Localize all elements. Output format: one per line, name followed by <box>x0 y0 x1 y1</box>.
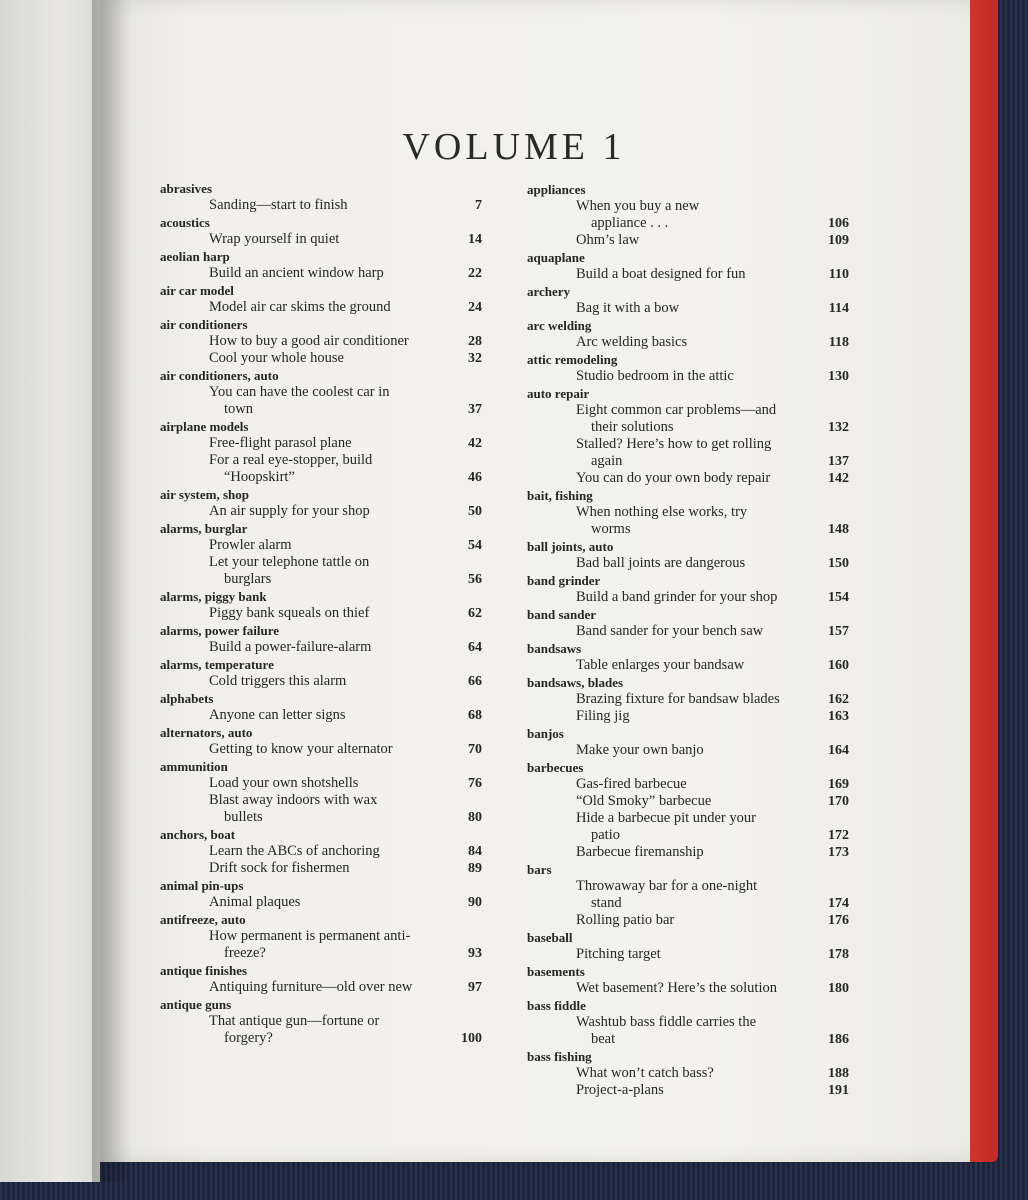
index-column-left <box>160 180 490 1047</box>
article-title-line: Gas-fired barbecue <box>576 776 687 792</box>
page-number: 154 <box>828 590 849 605</box>
article-title-line: freeze? <box>224 945 266 961</box>
index-entry <box>527 861 857 929</box>
article-title-line: When you buy a new <box>576 198 700 214</box>
article-title-line: Build a band grinder for your shop <box>576 589 778 605</box>
index-article <box>160 979 490 996</box>
index-article <box>527 691 857 708</box>
page-number: 178 <box>828 947 849 962</box>
article-title-line: appliance . . . <box>591 215 669 231</box>
index-article <box>160 350 490 367</box>
page-number: 118 <box>828 335 849 350</box>
index-entry <box>160 520 490 588</box>
article-title-line: Sanding—start to finish <box>209 197 348 213</box>
index-article <box>160 231 490 248</box>
index-entry <box>160 656 490 690</box>
index-topic: band grinder <box>527 573 601 588</box>
index-article <box>160 554 490 588</box>
article-title-line: Studio bedroom in the attic <box>576 368 734 384</box>
index-article <box>527 436 857 470</box>
index-topic: anchors, boat <box>160 827 236 842</box>
page-number: 109 <box>828 233 849 248</box>
index-article <box>527 793 857 810</box>
index-entry <box>160 486 490 520</box>
article-title-line: Animal plaques <box>209 894 301 910</box>
article-title-line: Washtub bass fiddle carries the <box>576 1014 757 1030</box>
page-number: 14 <box>468 232 482 247</box>
article-title-line: Build a boat designed for fun <box>576 266 746 282</box>
index-article <box>527 1082 857 1099</box>
article-title-line: bullets <box>224 809 263 825</box>
index-entry <box>160 877 490 911</box>
index-article <box>527 368 857 385</box>
index-article <box>160 435 490 452</box>
page-number: 22 <box>468 266 482 281</box>
page-number: 169 <box>828 777 849 792</box>
article-title-line: Throwaway bar for a one-night <box>576 878 758 894</box>
index-topic: auto repair <box>527 386 590 401</box>
article-title-line: Project-a-plans <box>576 1082 664 1098</box>
index-article <box>527 266 857 283</box>
article-title-line: Blast away indoors with wax <box>209 792 378 808</box>
index-topic: alphabets <box>160 691 214 706</box>
article-title-line: Ohm’s law <box>576 232 640 248</box>
page-number: 70 <box>468 742 482 757</box>
article-title-line: Barbecue firemanship <box>576 844 704 860</box>
index-article <box>527 334 857 351</box>
index-entry <box>160 911 490 962</box>
index-entry <box>527 725 857 759</box>
page-number: 174 <box>828 896 849 911</box>
page-number: 186 <box>828 1032 849 1047</box>
article-title-line: Model air car skims the ground <box>209 299 391 315</box>
index-topic: alarms, piggy bank <box>160 589 267 604</box>
index-article <box>160 775 490 792</box>
page-number: 188 <box>828 1066 849 1081</box>
page-number: 157 <box>828 624 849 639</box>
article-title-line: their solutions <box>591 419 674 435</box>
page-number: 37 <box>468 402 482 417</box>
index-article <box>160 894 490 911</box>
article-title-line: That antique gun—fortune or <box>209 1013 380 1029</box>
article-title-line: You can have the coolest car in <box>209 384 390 400</box>
page-number: 162 <box>828 692 849 707</box>
index-entry <box>160 282 490 316</box>
index-topic: basements <box>527 964 585 979</box>
index-entry <box>527 929 857 963</box>
index-topic: acoustics <box>160 215 210 230</box>
index-article <box>160 299 490 316</box>
index-article <box>527 912 857 929</box>
article-title-line: Load your own shotshells <box>209 775 359 791</box>
article-title-line: burglars <box>224 571 272 587</box>
index-entry <box>527 317 857 351</box>
index-article <box>527 980 857 997</box>
page-number: 66 <box>468 674 482 689</box>
index-article <box>160 707 490 724</box>
index-entry <box>160 690 490 724</box>
index-topic: bandsaws <box>527 641 582 656</box>
article-title-line: Pitching target <box>576 946 661 962</box>
index-article <box>160 265 490 282</box>
article-title-line: Arc welding basics <box>576 334 688 350</box>
page-number: 76 <box>468 776 482 791</box>
article-title-line: Hide a barbecue pit under your <box>576 810 756 826</box>
article-title-line: beat <box>591 1031 616 1047</box>
article-title-line: town <box>224 401 253 417</box>
index-topic: aquaplane <box>527 250 585 265</box>
page-number: 54 <box>468 538 482 553</box>
index-article <box>160 333 490 350</box>
page-number: 93 <box>468 946 482 961</box>
index-topic: airplane models <box>160 419 249 434</box>
index-column-right <box>527 181 857 1099</box>
article-title-line: Wet basement? Here’s the solution <box>576 980 777 996</box>
index-topic: antique guns <box>160 997 232 1012</box>
article-title-line: Table enlarges your bandsaw <box>576 657 745 673</box>
index-topic: air system, shop <box>160 487 249 502</box>
page-number: 114 <box>828 301 849 316</box>
index-topic: attic remodeling <box>527 352 618 367</box>
page-number: 90 <box>468 895 482 910</box>
index-entry <box>160 758 490 826</box>
index-entry <box>527 351 857 385</box>
page-number: 130 <box>828 369 849 384</box>
index-article <box>160 1013 490 1047</box>
page-number: 84 <box>468 844 482 859</box>
page-number: 56 <box>468 572 482 587</box>
article-title-line: Learn the ABCs of anchoring <box>209 843 380 859</box>
article-title-line: Wrap yourself in quiet <box>209 231 340 247</box>
index-topic: animal pin-ups <box>160 878 244 893</box>
page-number: 173 <box>828 845 849 860</box>
index-topic: bass fiddle <box>527 998 586 1013</box>
page-number: 24 <box>468 300 482 315</box>
page-number: 137 <box>828 454 849 469</box>
index-entry <box>160 248 490 282</box>
article-title-line: Cool your whole house <box>209 350 344 366</box>
page-number: 97 <box>468 980 482 995</box>
index-entry <box>527 606 857 640</box>
index-article <box>527 470 857 487</box>
index-article <box>160 860 490 877</box>
article-title-line: Bad ball joints are dangerous <box>576 555 746 571</box>
index-article <box>527 504 857 538</box>
index-entry <box>160 622 490 656</box>
page-number: 176 <box>828 913 849 928</box>
index-entry <box>160 180 490 214</box>
index-article <box>527 623 857 640</box>
index-topic: bass fishing <box>527 1049 592 1064</box>
article-title-line: Antiquing furniture—old over new <box>209 979 413 995</box>
index-entry <box>527 283 857 317</box>
page-number: 46 <box>468 470 482 485</box>
index-entry <box>527 572 857 606</box>
index-entry <box>527 249 857 283</box>
index-article <box>527 198 857 232</box>
page-number: 170 <box>828 794 849 809</box>
index-topic: barbecues <box>527 760 584 775</box>
index-article <box>527 776 857 793</box>
index-article <box>160 384 490 418</box>
article-title-line: Anyone can letter signs <box>209 707 346 723</box>
article-title-line: Eight common car problems—and <box>576 402 777 418</box>
page-number: 42 <box>468 436 482 451</box>
page-title: VOLUME 1 <box>402 126 626 169</box>
article-title-line: Brazing fixture for bandsaw blades <box>576 691 780 707</box>
index-article <box>160 843 490 860</box>
page-number: 150 <box>828 556 849 571</box>
article-title-line: Cold triggers this alarm <box>209 673 347 689</box>
index-entry <box>160 996 490 1047</box>
page-number: 50 <box>468 504 482 519</box>
index-topic: bait, fishing <box>527 488 593 503</box>
article-title-line: Build a power-failure-alarm <box>209 639 372 655</box>
page-number: 28 <box>468 334 482 349</box>
article-title-line: What won’t catch bass? <box>576 1065 714 1081</box>
article-title-line: Rolling patio bar <box>576 912 675 928</box>
index-article <box>527 708 857 725</box>
index-topic: air car model <box>160 283 234 298</box>
index-topic: alternators, auto <box>160 725 253 740</box>
index-topic: baseball <box>527 930 573 945</box>
page-number: 180 <box>828 981 849 996</box>
index-article <box>160 452 490 486</box>
index-topic: ball joints, auto <box>527 539 614 554</box>
page-number: 100 <box>461 1031 482 1046</box>
index-article <box>527 589 857 606</box>
index-article <box>527 1014 857 1048</box>
index-entry <box>527 640 857 674</box>
article-title-line: Make your own banjo <box>576 742 704 758</box>
index-entry <box>527 181 857 249</box>
page-number: 160 <box>828 658 849 673</box>
index-entry <box>527 759 857 861</box>
index-topic: appliances <box>527 182 586 197</box>
article-title-line: Free-flight parasol plane <box>209 435 352 451</box>
article-title-line: stand <box>591 895 622 911</box>
page-number: 68 <box>468 708 482 723</box>
index-article <box>527 232 857 249</box>
page-number: 164 <box>828 743 849 758</box>
index-article <box>527 402 857 436</box>
index-article <box>527 946 857 963</box>
index-entry <box>527 997 857 1048</box>
index-topic: antifreeze, auto <box>160 912 246 927</box>
index-entry <box>527 674 857 725</box>
article-title-line: Filing jig <box>576 708 630 724</box>
index-article <box>527 878 857 912</box>
index-article <box>160 741 490 758</box>
index-topic: air conditioners <box>160 317 248 332</box>
article-title-line: “Hoopskirt” <box>224 469 295 485</box>
index-article <box>160 503 490 520</box>
index-topic: air conditioners, auto <box>160 368 279 383</box>
index-article <box>527 555 857 572</box>
index-entry <box>160 418 490 486</box>
article-title-line: An air supply for your shop <box>209 503 370 519</box>
index-topic: alarms, temperature <box>160 657 274 672</box>
page-number: 106 <box>828 216 849 231</box>
article-title-line: Stalled? Here’s how to get rolling <box>576 436 772 452</box>
index-topic: band sander <box>527 607 596 622</box>
facing-page <box>0 0 100 1182</box>
index-entry <box>527 487 857 538</box>
index-topic: ammunition <box>160 759 228 774</box>
index-article <box>160 639 490 656</box>
index-topic: bars <box>527 862 552 877</box>
article-title-line: When nothing else works, try <box>576 504 748 520</box>
index-article <box>527 810 857 844</box>
page-number: 191 <box>828 1083 849 1098</box>
index-topic: banjos <box>527 726 564 741</box>
index-article <box>527 1065 857 1082</box>
article-title-line: You can do your own body repair <box>576 470 771 486</box>
article-title-line: again <box>591 453 623 469</box>
article-title-line: Piggy bank squeals on thief <box>209 605 370 621</box>
article-title-line: “Old Smoky” barbecue <box>576 793 712 809</box>
page-number: 32 <box>468 351 482 366</box>
page-number: 163 <box>828 709 849 724</box>
page-number: 172 <box>828 828 849 843</box>
index-article <box>160 928 490 962</box>
page-number: 132 <box>828 420 849 435</box>
index-article <box>160 537 490 554</box>
page-number: 89 <box>468 861 482 876</box>
page-number: 148 <box>828 522 849 537</box>
index-article <box>527 844 857 861</box>
index-entry <box>160 962 490 996</box>
index-topic: aeolian harp <box>160 249 230 264</box>
index-entry <box>160 724 490 758</box>
article-title-line: forgery? <box>224 1030 273 1046</box>
page-number: 62 <box>468 606 482 621</box>
article-title-line: Prowler alarm <box>209 537 292 553</box>
index-entry <box>160 214 490 248</box>
index-entry <box>527 385 857 487</box>
index-article <box>160 605 490 622</box>
index-topic: alarms, power failure <box>160 623 280 638</box>
index-topic: archery <box>527 284 571 299</box>
article-title-line: worms <box>591 521 631 537</box>
index-article <box>527 657 857 674</box>
article-title-line: Drift sock for fishermen <box>209 860 350 876</box>
index-entry <box>160 316 490 367</box>
article-title-line: For a real eye-stopper, build <box>209 452 373 468</box>
article-title-line: Band sander for your bench saw <box>576 623 764 639</box>
page-number: 7 <box>475 198 482 213</box>
article-title-line: Bag it with a bow <box>576 300 680 316</box>
index-entry <box>527 1048 857 1099</box>
index-article <box>527 300 857 317</box>
index-entry <box>160 588 490 622</box>
article-title-line: Build an ancient window harp <box>209 265 384 281</box>
index-topic: bandsaws, blades <box>527 675 624 690</box>
article-title-line: Let your telephone tattle on <box>209 554 370 570</box>
index-topic: arc welding <box>527 318 592 333</box>
index-topic: abrasives <box>160 181 212 196</box>
page-number: 110 <box>828 267 849 282</box>
page-number: 64 <box>468 640 482 655</box>
index-topic: antique finishes <box>160 963 248 978</box>
article-title-line: patio <box>591 827 620 843</box>
index-entry <box>160 826 490 877</box>
index-entry <box>160 367 490 418</box>
index-topic: alarms, burglar <box>160 521 248 536</box>
article-title-line: Getting to know your alternator <box>209 741 393 757</box>
index-entry <box>527 963 857 997</box>
article-title-line: How permanent is permanent anti- <box>209 928 411 944</box>
article-title-line: How to buy a good air conditioner <box>209 333 409 349</box>
index-article <box>160 673 490 690</box>
page-number: 80 <box>468 810 482 825</box>
index-article <box>160 792 490 826</box>
page-gutter-shadow <box>92 0 132 1182</box>
index-article <box>527 742 857 759</box>
page-number: 142 <box>828 471 849 486</box>
index-entry <box>527 538 857 572</box>
index-article <box>160 197 490 214</box>
